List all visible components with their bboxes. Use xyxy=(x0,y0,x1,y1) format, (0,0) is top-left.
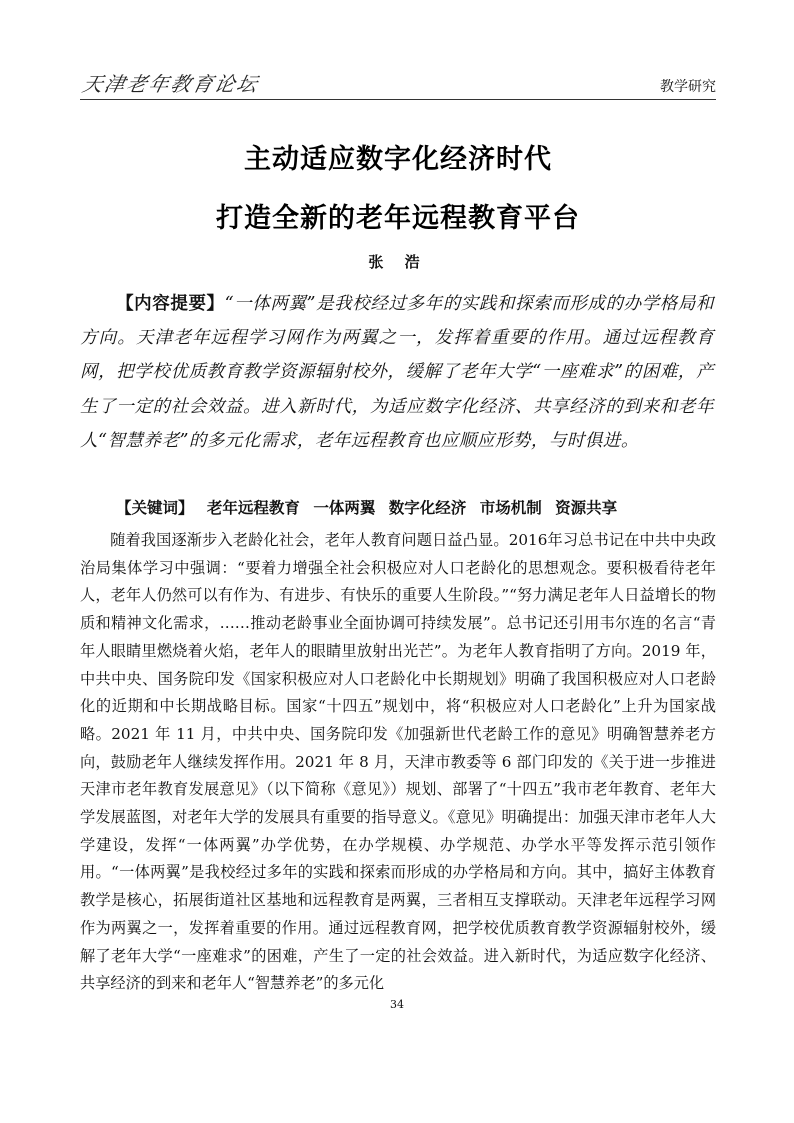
page-number: 34 xyxy=(390,998,404,1011)
keyword: 市场机制 xyxy=(479,499,542,517)
keyword: 老年远程教育 xyxy=(206,499,300,517)
keyword: 资源共享 xyxy=(555,499,618,517)
abstract-text: “一体两翼”是我校经过多年的实践和探索而形成的办学格局和方向。天津老年远程学习网作为两翼之一，发挥着重要的作用。通过远程教育网，把学校优质教育教学资源辐射校外，缓解了老年大学“一座难求”的困难，产生了一定的社会效益。进入新时代，为适应数字化经济、共享经济的到来和老年人“智慧养老”的多元化需求，老年远程教育也应顺应形势，与时俱进。 xyxy=(80,294,714,451)
keywords-label: 【关键词】 xyxy=(116,499,194,517)
journal-logo: 天津老年教育论坛 xyxy=(80,72,262,96)
running-header xyxy=(80,64,716,100)
title-line-2: 打造全新的老年远程教育平台 xyxy=(216,203,580,234)
header-rule xyxy=(80,99,716,100)
keyword: 数字化经济 xyxy=(388,499,467,517)
abstract-label: 【内容提要】 xyxy=(116,294,225,314)
body-paragraph xyxy=(80,527,716,998)
title-line-1: 主动适应数字化经济时代 xyxy=(244,144,552,175)
keyword: 一体两翼 xyxy=(313,499,376,517)
author: 张 浩 xyxy=(368,253,428,271)
body-paragraph-text: 随着我国逐渐步入老龄化社会，老年人教育问题日益凸显。2016年习总书记在中共中央政治局集体学习中强调：“要着力增强全社会积极应对人口老龄化的思想观念。要积极看待老年人，老年人仍然可以有作为、有进步、有快乐的重要人生阶段。”“努力满足老年人日益增长的物质和精神文化需求，……推动老龄事业全面协调可持续发展”。总书记还引用韦尔连的名言“青年人眼睛里燃烧着火焰，老年人的眼睛里放射出光芒”。为老年人教育指明了方向。2019 年，中共中央、国务院印发《国家积极应对人口老龄化中长期规划》明确了我国积极应对人口老龄化的近期和中长期战略目标。国家“十四五”规划中，将“积极应对人口老龄化”上升为国家战略。2021 年 11 月，中共中央、国务院印发《加强新世代老龄工作的意见》明确智慧养老方向，鼓励老年人继续发挥作用。2021 年 8 月，天津市教委等 6 部门印发的《关于进一步推进天津市老年教育发展意见》（以下简称《意见》）规划、部署了“十四五”我市老年教育、老年大学发展蓝图，对老年大学的发展具有重要的指导意义。《意见》明确提出：加强天津市老年人大学建设，发挥“一体两翼”办学优势，在办学规模、办学规范、办学水平等发挥示范引领作用。“一体两翼”是我校经过多年的实践和探索而形成的办学格局和方向。其中，搞好主体教育教学是核心，拓展街道社区基地和远程教育是两翼，三者相互支撑联动。天津老年远程学习网作为两翼之一，发挥着重要的作用。通过远程教育网，把学校优质教育教学资源辐射校外，缓解了老年大学“一座难求”的困难，产生了一定的社会效益。进入新时代，为适应数字化经济、共享经济的到来和老年人“智慧养老”的多元化 xyxy=(80,531,716,993)
section-label: 教学研究 xyxy=(660,79,716,95)
keywords xyxy=(116,496,716,518)
abstract xyxy=(80,287,714,458)
